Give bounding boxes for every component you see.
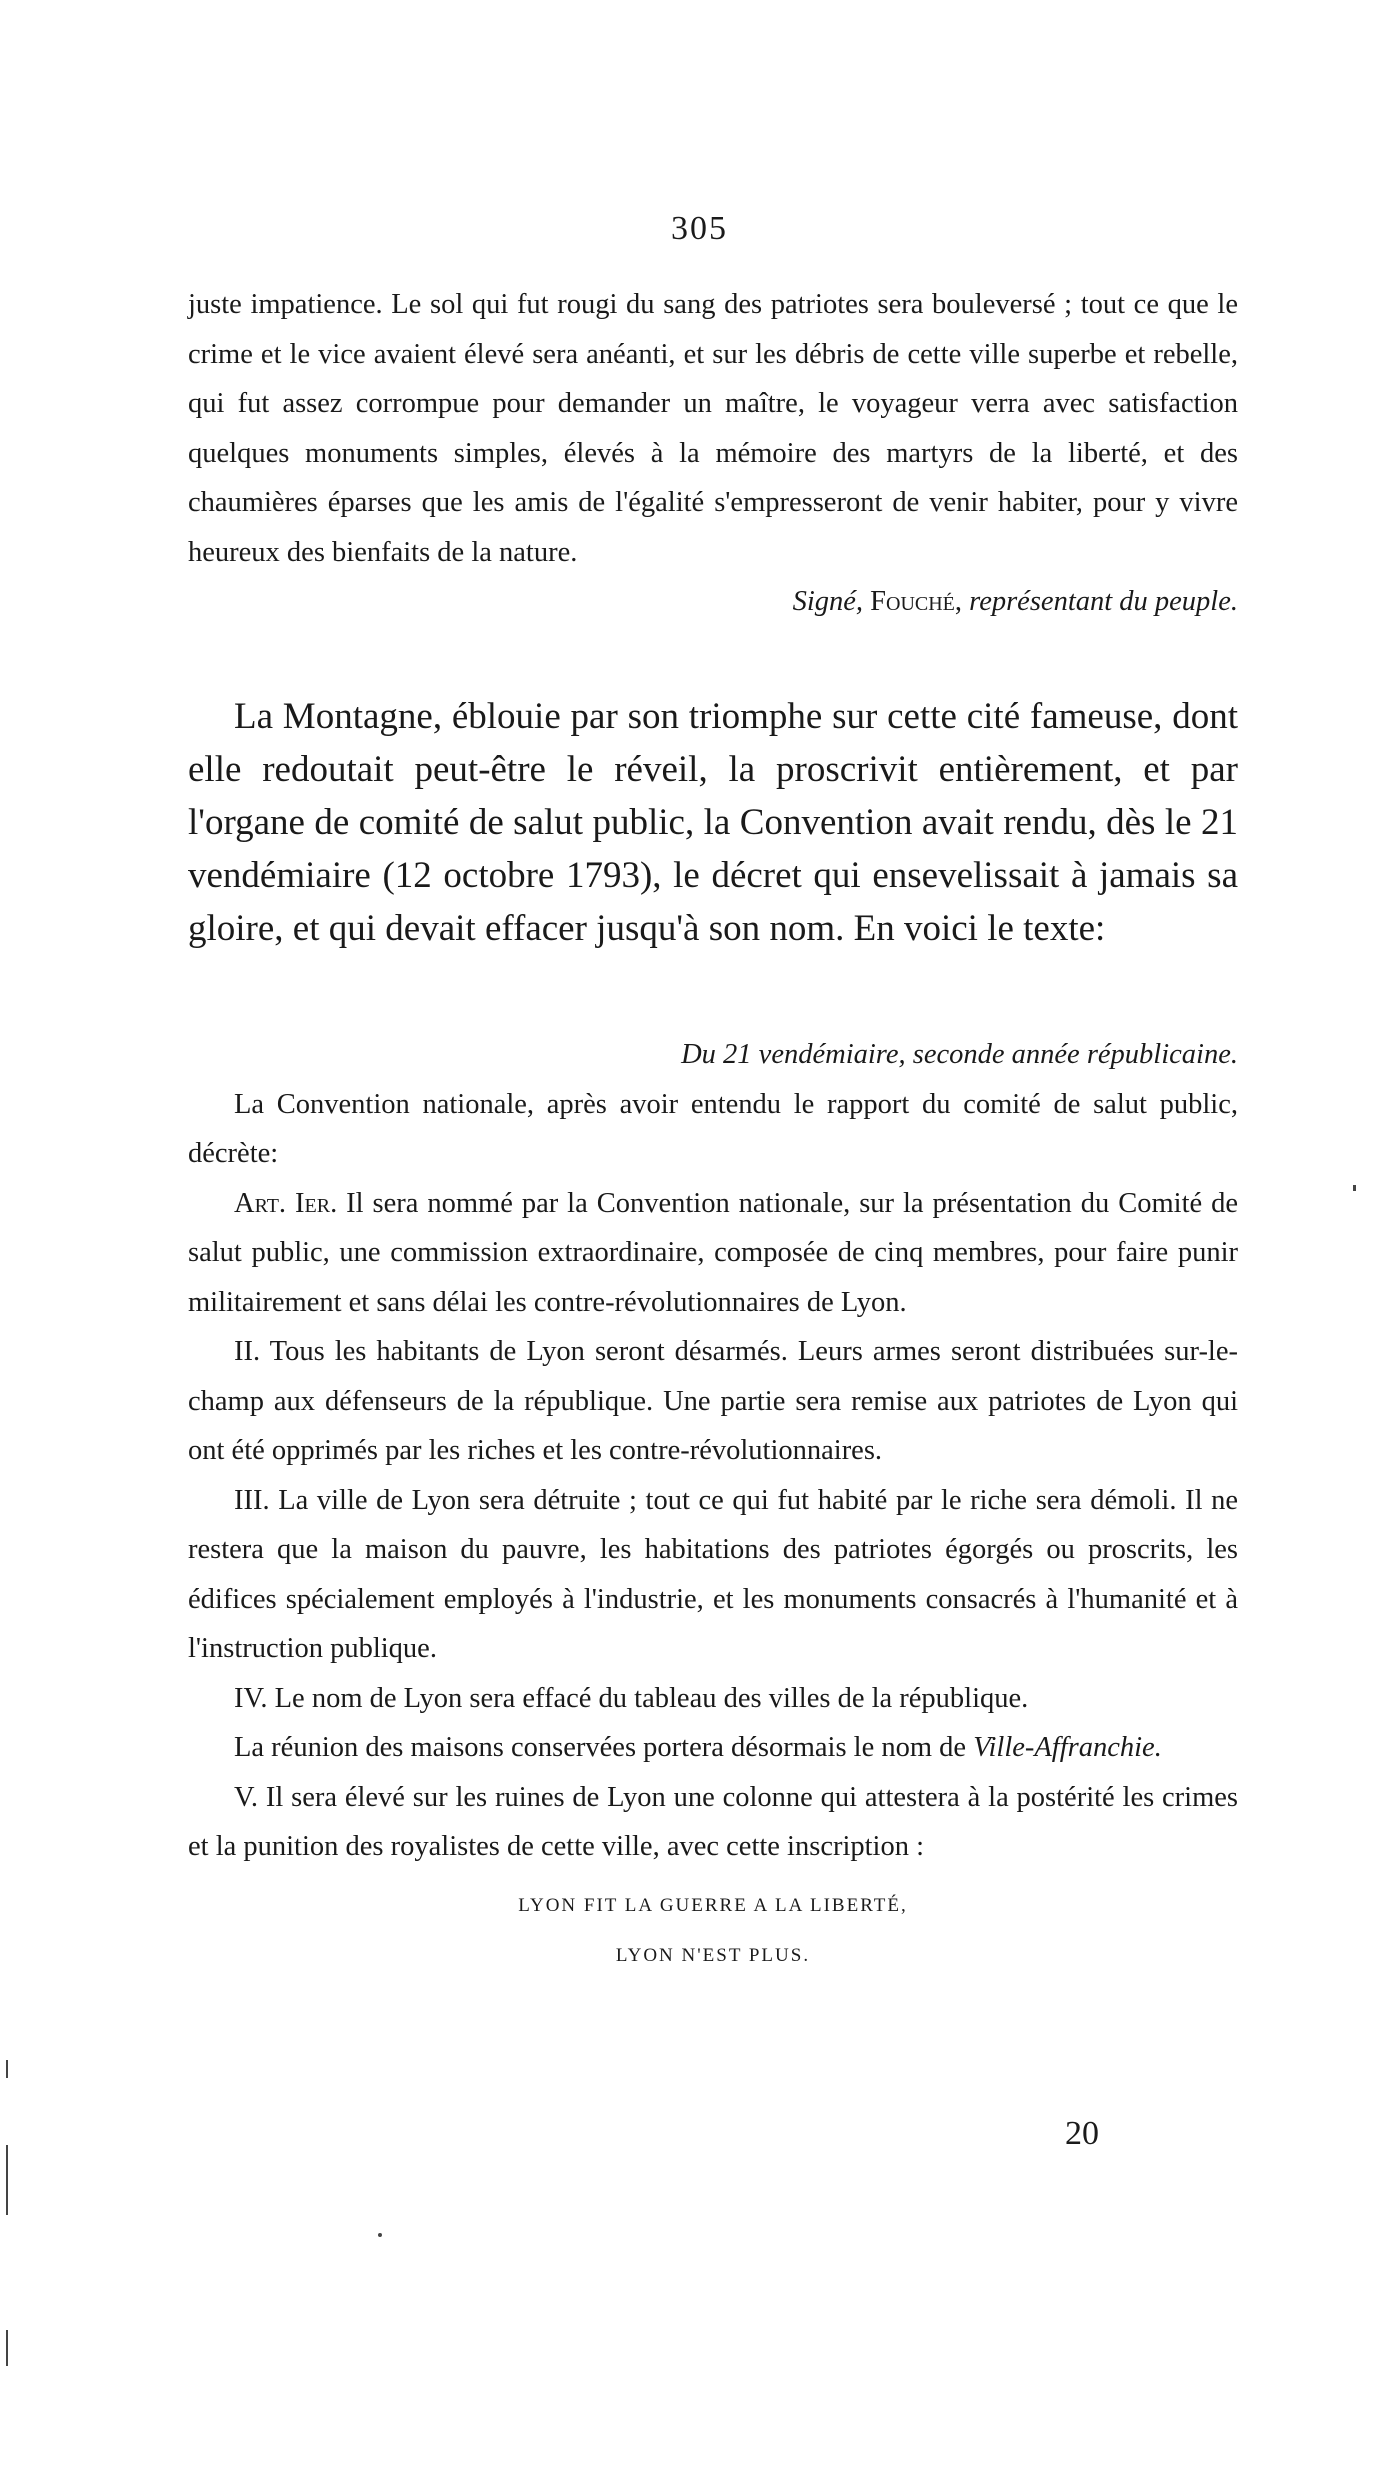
signature-name: Fouché,	[870, 586, 963, 617]
decree-dateline: Du 21 vendémiaire, seconde année républicaine.	[681, 1039, 1238, 1070]
signature-mark: 20	[1065, 2115, 1099, 2152]
page-number: 305	[671, 210, 728, 247]
decree-article-1	[188, 1179, 1238, 1328]
article-1-text: Il sera nommé par la Convention nationale, sur la présentation du Comité de salut public, une commission extraordinaire, composée de cinq membres, pour faire punir militairement et sans délai les contre-révolutionnaires de Lyon.	[188, 1187, 1238, 1318]
scan-artifact-line	[6, 2060, 8, 2078]
inscription-line-1: LYON FIT LA GUERRE A LA LIBERTÉ,	[518, 1894, 908, 1916]
letter-closing-paragraph: juste impatience. Le sol qui fut rougi du sang des patriotes sera bouleversé ; tout ce que le crime et le vice avaient élevé sera anéanti, et sur les débris de cette ville superbe et rebelle, qui fut assez corrompue pour demander un maître, le voyageur verra avec satisfaction quelques monuments simples, élevés à la mémoire des martyrs de la liberté, et des chaumières éparses que les amis de l'égalité s'empresseront de venir habiter, pour y vivre heureux des bienfaits de la nature.	[188, 289, 1238, 568]
decree-article-3: III. La ville de Lyon sera détruite ; tout ce qui fut habité par le riche sera démoli. Il ne restera que la maison du pauvre, les habitations des patriotes égorgés ou proscrits, les édifices spécialement employés à l'industrie, et les monuments consacrés à l'humanité et à l'instruction publique.	[188, 1484, 1238, 1664]
decree-article-4-continuation	[188, 1723, 1238, 1773]
decree-article-4: IV. Le nom de Lyon sera effacé du tableau des villes de la république.	[234, 1682, 1029, 1714]
inscription-line-2: LYON N'EST PLUS.	[615, 1944, 811, 1966]
signature-prefix: Signé,	[792, 586, 864, 617]
decree-block	[188, 1030, 1238, 1978]
article-1-label: Art. Ier.	[234, 1187, 338, 1219]
letter-signature	[188, 577, 1238, 627]
narrative-paragraph: La Montagne, éblouie par son triomphe sur cette cité fameuse, dont elle redoutait peut-être le réveil, la proscrivit entièrement, et par l'organe de comité de salut public, la Convention avait rendu, dès le 21 vendémiaire (12 octobre 1793), le décret qui ensevelissait à jamais sa gloire, et qui devait effacer jusqu'à son nom. En voici le texte:	[188, 696, 1238, 949]
scan-artifact-line	[6, 2145, 8, 2215]
ville-affranchie-name: Ville-Affranchie.	[973, 1732, 1162, 1763]
scan-artifact-dot	[378, 2233, 382, 2237]
fouche-letter-block	[188, 280, 1238, 627]
decree-article-2: II. Tous les habitants de Lyon seront désarmés. Leurs armes seront distribuées sur-le-champ aux défenseurs de la république. Une partie sera remise aux patriotes de Lyon qui ont été opprimés par les riches et les contre-révolutionnaires.	[188, 1336, 1238, 1466]
narrative-block	[188, 690, 1238, 955]
scan-artifact-line	[6, 2330, 8, 2366]
decree-article-5: V. Il sera élevé sur les ruines de Lyon une colonne qui attestera à la postérité les crimes et la punition des royalistes de cette ville, avec cette inscription :	[188, 1781, 1238, 1862]
article-4-continuation-text: La réunion des maisons conservées portera désormais le nom de	[234, 1732, 967, 1763]
decree-preamble: La Convention nationale, après avoir entendu le rapport du comité de salut public, décrète:	[188, 1088, 1238, 1169]
scan-artifact-dot	[1353, 1185, 1356, 1191]
signature-title: représentant du peuple.	[969, 586, 1238, 617]
